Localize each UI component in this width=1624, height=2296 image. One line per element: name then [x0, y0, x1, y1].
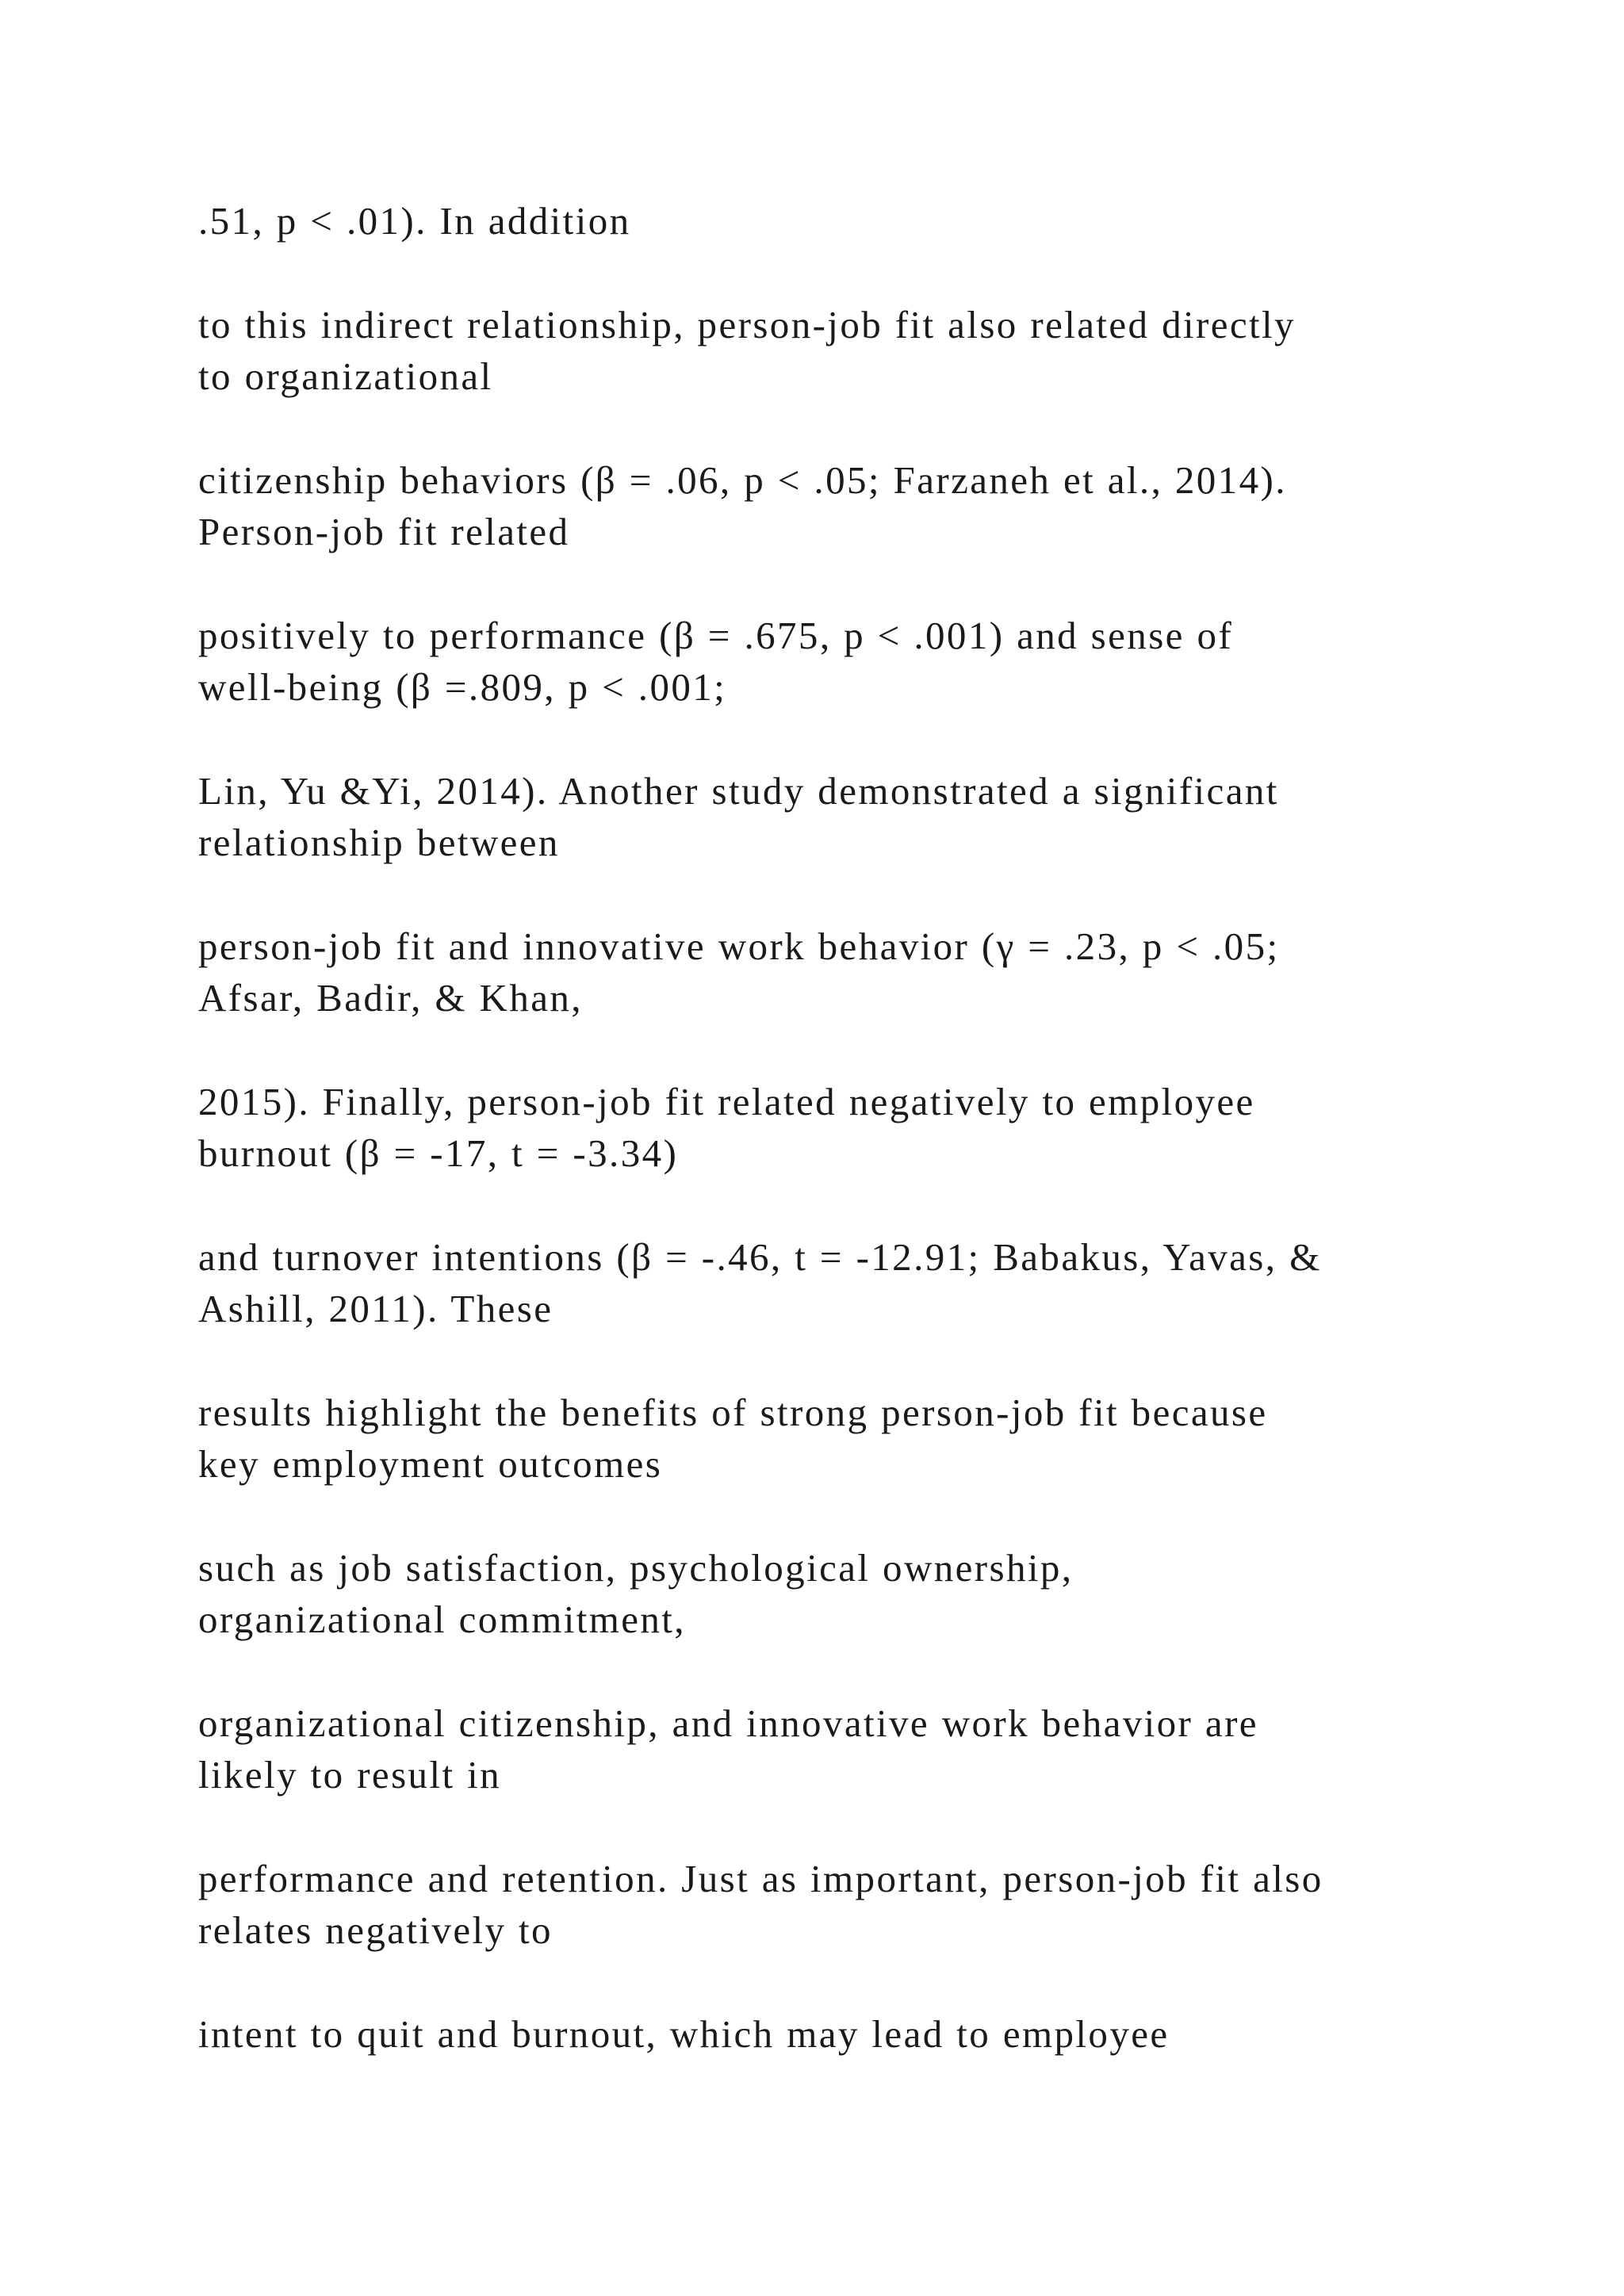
- paragraph-11: organizational citizenship, and innovative work behavior are likely to result in: [198, 1701, 1258, 1797]
- body-text: [198, 195, 1499, 2112]
- paragraph-3: citizenship behaviors (β = .06, p < .05; Farzaneh et al., 2014). Person-job fit related: [198, 458, 1287, 553]
- paragraph-9: results highlight the benefits of strong person-job fit because key employment outcomes: [198, 1391, 1268, 1486]
- paragraph-2: to this indirect relationship, person-job fit also related directly to organizational: [198, 303, 1296, 398]
- paragraph-12: performance and retention. Just as important, person-job fit also relates negatively to: [198, 1857, 1323, 1952]
- paragraph-7: 2015). Finally, person-job fit related negatively to employee burnout (β = -17, t = -3.34): [198, 1080, 1255, 1175]
- paragraph-1: .51, p < .01). In addition: [198, 199, 631, 243]
- paragraph-13: intent to quit and burnout, which may lead to employee: [198, 2012, 1170, 2056]
- paragraph-5: Lin, Yu &Yi, 2014). Another study demonstrated a significant relationship between: [198, 769, 1279, 864]
- paragraph-10: such as job satisfaction, psychological ownership, organizational commitment,: [198, 1546, 1074, 1641]
- paragraph-4: positively to performance (β = .675, p < .001) and sense of well-being (β =.809, p < .001;: [198, 614, 1234, 709]
- paragraph-6: person-job fit and innovative work behavior (γ = .23, p < .05; Afsar, Badir, & Khan,: [198, 924, 1280, 1020]
- paragraph-8: and turnover intentions (β = -.46, t = -12.91; Babakus, Yavas, & Ashill, 2011). These: [198, 1235, 1322, 1330]
